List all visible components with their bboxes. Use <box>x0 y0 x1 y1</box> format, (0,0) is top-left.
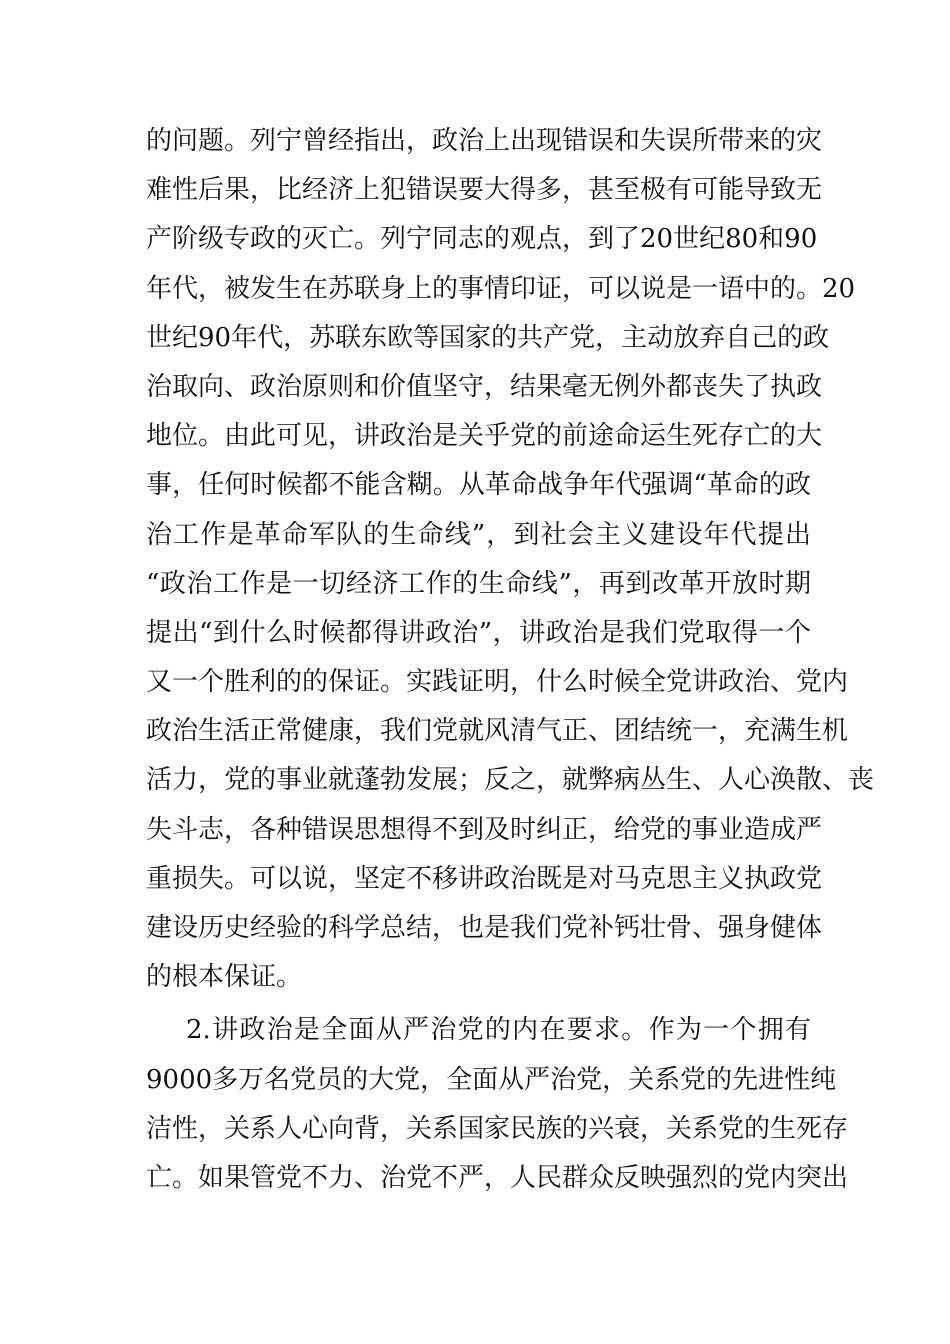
text-line: 提出“到什么时候都得讲政治”，讲政治是我们党取得一个 <box>146 617 811 648</box>
text-line: 建设历史经验的科学总结，也是我们党补钙壮骨、强身健体 <box>146 913 823 943</box>
text-line: 又一个胜利的的保证。实践证明，什么时候全党讲政治、党内 <box>146 667 849 698</box>
text-line: 的问题。列宁曾经指出，政治上出现错误和失误所带来的灾 <box>146 126 823 156</box>
text-line: 产阶级专政的灭亡。列宁同志的观点，到了20世纪80和90 <box>146 224 818 255</box>
text-line: 失斗志，各种错误思想得不到及时纠正，给党的事业造成严 <box>146 814 823 845</box>
text-line: 的根本保证。 <box>146 962 303 993</box>
text-line: 重损失。可以说，坚定不移讲政治既是对马克思主义执政党 <box>146 863 823 894</box>
paragraph <box>146 1006 849 1203</box>
text-line: 地位。由此可见，讲政治是关乎党的前途命运生死存亡的大 <box>146 421 823 452</box>
text-line: 世纪90年代，苏联东欧等国家的共产党，主动放弃自己的政 <box>146 322 830 353</box>
text-line: 2.讲政治是全面从严治党的内在要求。作为一个拥有 <box>186 1015 811 1046</box>
document-body <box>146 117 875 1203</box>
text-line: “政治工作是一切经济工作的生命线”，再到改革开放时期 <box>146 568 811 599</box>
text-line: 洁性，关系人心向背，关系国家民族的兴衰，关系党的生死存 <box>146 1113 849 1144</box>
paragraph <box>146 117 875 1002</box>
text-line: 亡。如果管党不力、治党不严，人民群众反映强烈的党内突出 <box>146 1162 849 1193</box>
text-line: 年代，被发生在苏联身上的事情印证，可以说是一语中的。20 <box>146 273 856 304</box>
text-line: 9000多万名党员的大党，全面从严治党，关系党的先进性纯 <box>146 1064 837 1095</box>
text-line: 难性后果，比经济上犯错误要大得多，甚至极有可能导致无 <box>146 175 823 206</box>
text-line: 事，任何时候都不能含糊。从革命战争年代强调“革命的政 <box>146 470 811 501</box>
text-line: 治工作是革命军队的生命线”，到社会主义建设年代提出 <box>146 519 811 550</box>
text-line: 治取向、政治原则和价值坚守，结果毫无例外都丧失了执政 <box>146 371 823 402</box>
text-line: 政治生活正常健康，我们党就风清气正、团结统一，充满生机 <box>146 716 849 747</box>
text-line: 活力，党的事业就蓬勃发展；反之，就弊病丛生、人心涣散、丧 <box>146 765 875 796</box>
